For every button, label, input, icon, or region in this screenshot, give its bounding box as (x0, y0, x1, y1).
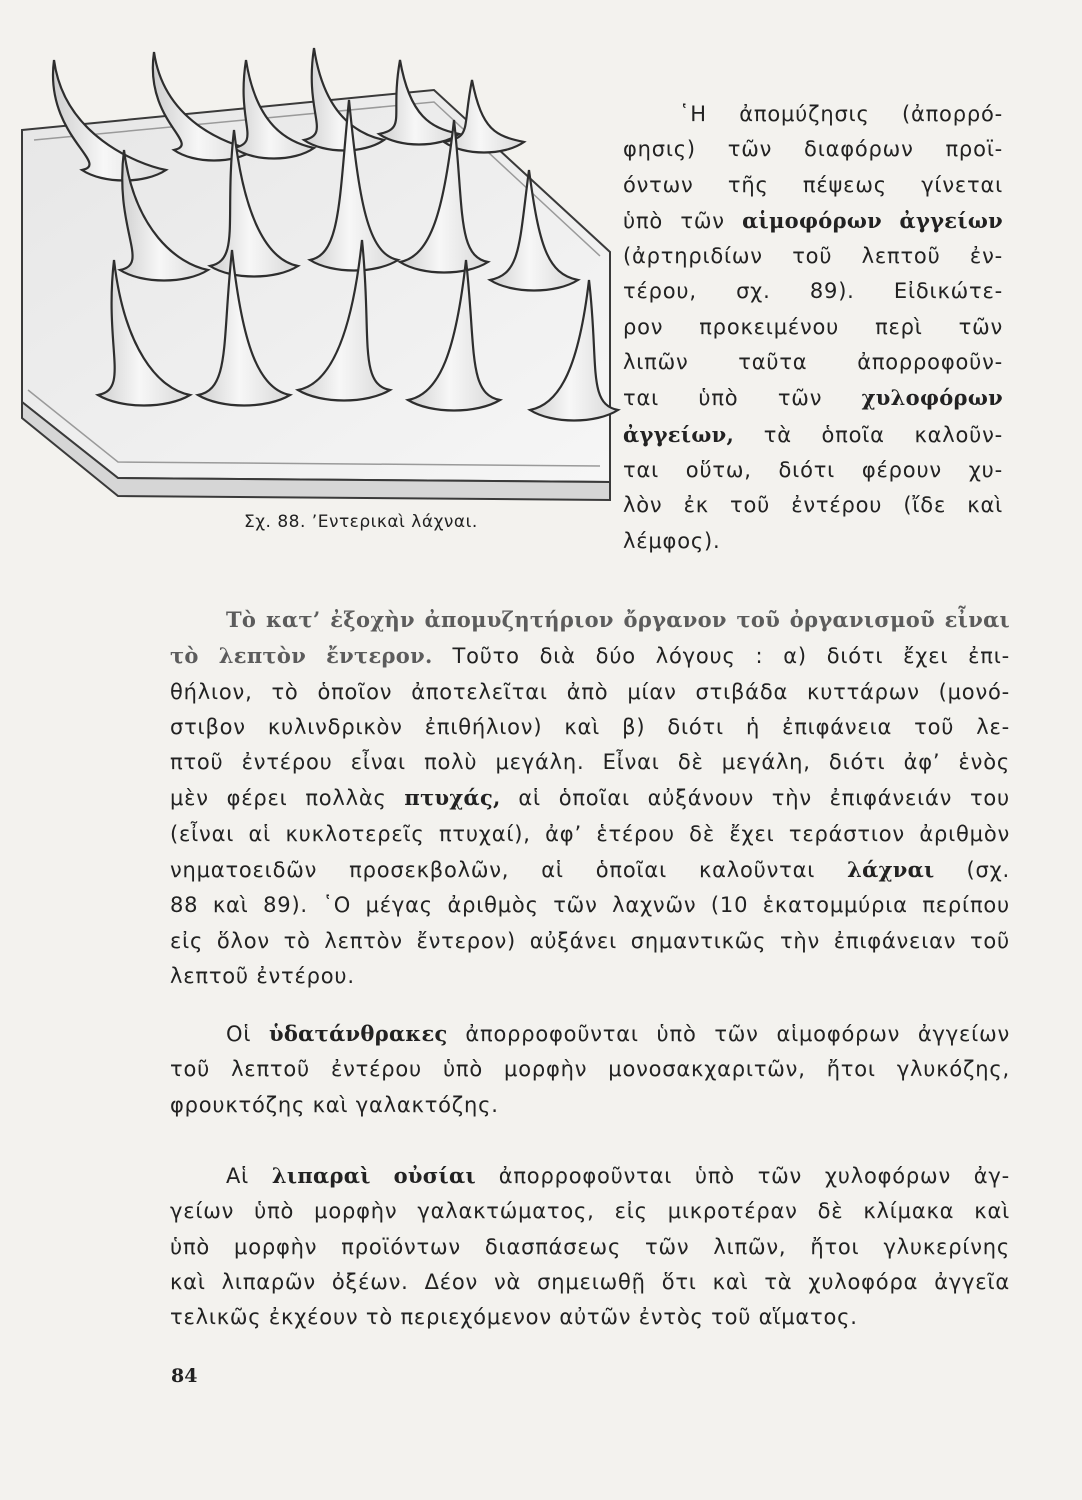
text-line (170, 1300, 1010, 1335)
page-number: 84 (171, 1365, 198, 1387)
text-line (170, 959, 1010, 994)
text-segment: ρον προκειμένου περὶ τῶν (623, 314, 1003, 339)
text-line (623, 97, 1003, 132)
text-segment: τελικῶς ἐκχέουν τὸ περιεχόμενον αὐτῶν ἐντὸς τοῦ αἵματος. (170, 1305, 858, 1330)
lead-heading-text: Τὸ κατ’ ἐξοχὴν ἀπομυζητήριον ὄργανον τοῦ ὀργανισμοῦ εἶναι (226, 607, 1010, 632)
text-segment: τοῦ λεπτοῦ ἐντέρου ὑπὸ μορφὴν μονοσακχαριτῶν, ἤτοι γλυκόζης, (170, 1057, 1010, 1082)
text-line (623, 488, 1003, 523)
text-segment: Αἱ (226, 1164, 272, 1188)
emphasized-term: ὑδατάνθρακες (269, 1021, 448, 1046)
text-segment: καὶ λιπαρῶν ὀξέων. Δέον νὰ σημειωθῇ ὅτι καὶ τὰ χυλοφόρα ἀγγεῖα (170, 1269, 1010, 1294)
text-line (170, 602, 1010, 638)
paragraph-small-intestine (170, 602, 1010, 994)
text-line (170, 675, 1010, 710)
text-line (170, 780, 1010, 816)
text-segment: λεπτοῦ ἐντέρου. (170, 963, 355, 988)
text-line (170, 638, 1010, 674)
text-line (170, 924, 1010, 959)
text-segment: θήλιον, τὸ ὁποῖον ἀποτελεῖται ἀπὸ μίαν στιβάδα κυττάρων (μονό- (170, 679, 1010, 704)
intestinal-villi-figure (14, 30, 624, 510)
text-segment: ἀπορροφοῦνται ὑπὸ τῶν χυλοφόρων ἀγ- (475, 1164, 1011, 1188)
text-line (623, 274, 1003, 309)
text-line (170, 888, 1010, 923)
text-segment: νηματοειδῶν προσεκβολῶν, αἱ ὁποῖαι καλοῦνται (170, 858, 848, 883)
text-segment: ἀπορροφοῦνται ὑπὸ τῶν αἱμοφόρων ἀγγείων (447, 1022, 1010, 1046)
text-segment: γείων ὑπὸ μορφὴν γαλακτώματος, εἰς μικροτέραν δὲ κλίμακα καὶ (170, 1199, 1010, 1224)
text-line (623, 168, 1003, 203)
text-line (170, 1265, 1010, 1300)
text-segment: 88 καὶ 89). ῾Ο μέγας ἀριθμὸς τῶν λαχνῶν (10 ἑκατομμύρια περίπου (170, 893, 1010, 918)
text-line (170, 1194, 1010, 1229)
text-segment: ὑπὸ μορφὴν προϊόντων διασπάσεως τῶν λιπῶν, ἤτοι γλυκερίνης (170, 1234, 1010, 1259)
text-line (623, 239, 1003, 274)
text-line (170, 745, 1010, 780)
text-line (623, 310, 1003, 345)
text-segment: εἰς ὅλον τὸ λεπτὸν ἔντερον) αὐξάνει σημαντικῶς τὴν ἐπιφάνειαν τοῦ (170, 928, 1010, 953)
text-segment: ῾Η ἀπομύζησις (ἀπορρό- (679, 102, 1003, 126)
text-segment: ται ὑπὸ τῶν (623, 386, 862, 411)
text-line (623, 132, 1003, 167)
emphasized-term: πτυχάς, (404, 785, 501, 811)
text-segment: (εἶναι αἱ κυκλοτερεῖς πτυχαί), ἀφ’ ἑτέρου δὲ ἔχει τεράστιον ἀριθμὸν (170, 821, 1010, 846)
text-line (170, 1088, 1010, 1123)
text-segment: φρουκτόζης καὶ γαλακτόζης. (170, 1092, 499, 1117)
paragraph-fats (170, 1158, 1010, 1335)
text-segment: λιπῶν ταῦτα ἀπορροφοῦν- (623, 350, 1003, 375)
intestinal-villi-drawing (14, 30, 624, 510)
text-line (170, 852, 1010, 888)
text-segment: λέμφος). (623, 528, 721, 553)
text-segment: αἱ ὁποῖαι αὐξάνουν τὴν ἐπιφάνειάν του (500, 786, 1010, 811)
text-segment: φησις) τῶν διαφόρων προϊ- (623, 137, 1003, 162)
text-line (170, 1052, 1010, 1087)
text-line (623, 345, 1003, 380)
text-segment: (σχ. (934, 858, 1010, 883)
text-segment: μὲν φέρει πολλὰς (170, 786, 405, 811)
emphasized-term: λάχναι (847, 857, 935, 883)
text-segment: στιβον κυλινδρικὸν ἐπιθήλιον) καὶ β) διότι ἡ ἐπιφάνεια τοῦ λε- (170, 714, 1010, 739)
text-segment: τέρου, σχ. 89). Εἰδικώτε- (623, 279, 1003, 304)
text-line (170, 817, 1010, 852)
text-segment: τὰ ὁποῖα καλοῦν- (734, 422, 1003, 447)
text-line (623, 524, 1003, 559)
text-segment: ὑπὸ τῶν (623, 208, 743, 233)
figure-caption: Σχ. 88. ’Εντερικαὶ λάχναι. (244, 512, 478, 532)
emphasized-term: λιπαραὶ οὐσίαι (271, 1163, 476, 1188)
text-segment: Τοῦτο διὰ δύο λόγους : α) διότι ἔχει ἐπι- (432, 644, 1010, 669)
text-segment: λὸν ἐκ τοῦ ἐντέρου (ἴδε καὶ (623, 493, 1003, 518)
emphasized-term: ἀγγείων, (623, 421, 735, 447)
paragraph-carbohydrates (170, 1016, 1010, 1123)
text-line (623, 203, 1003, 239)
text-line (623, 453, 1003, 488)
text-segment: ται οὕτω, διότι φέρουν χυ- (623, 457, 1003, 482)
text-line (170, 1158, 1010, 1194)
lead-heading-text: τὸ λεπτὸν ἔντερον. (170, 643, 433, 669)
text-segment: (ἀρτηριδίων τοῦ λεπτοῦ ἐν- (623, 244, 1003, 269)
text-line (170, 1016, 1010, 1052)
text-line (170, 710, 1010, 745)
text-segment: πτοῦ ἐντέρου εἶναι πολὺ μεγάλη. Εἶναι δὲ μεγάλη, διότι ἀφ’ ἑνὸς (170, 750, 1010, 775)
text-line (170, 1230, 1010, 1265)
text-segment: όντων τῆς πέψεως γίνεται (623, 172, 1003, 197)
text-line (623, 380, 1003, 416)
text-line (623, 417, 1003, 453)
emphasized-term: αἱμοφόρων ἀγγείων (742, 207, 1003, 233)
side-paragraph (623, 97, 1003, 559)
text-segment: Οἱ (226, 1022, 269, 1046)
emphasized-term: χυλοφόρων (861, 385, 1003, 411)
